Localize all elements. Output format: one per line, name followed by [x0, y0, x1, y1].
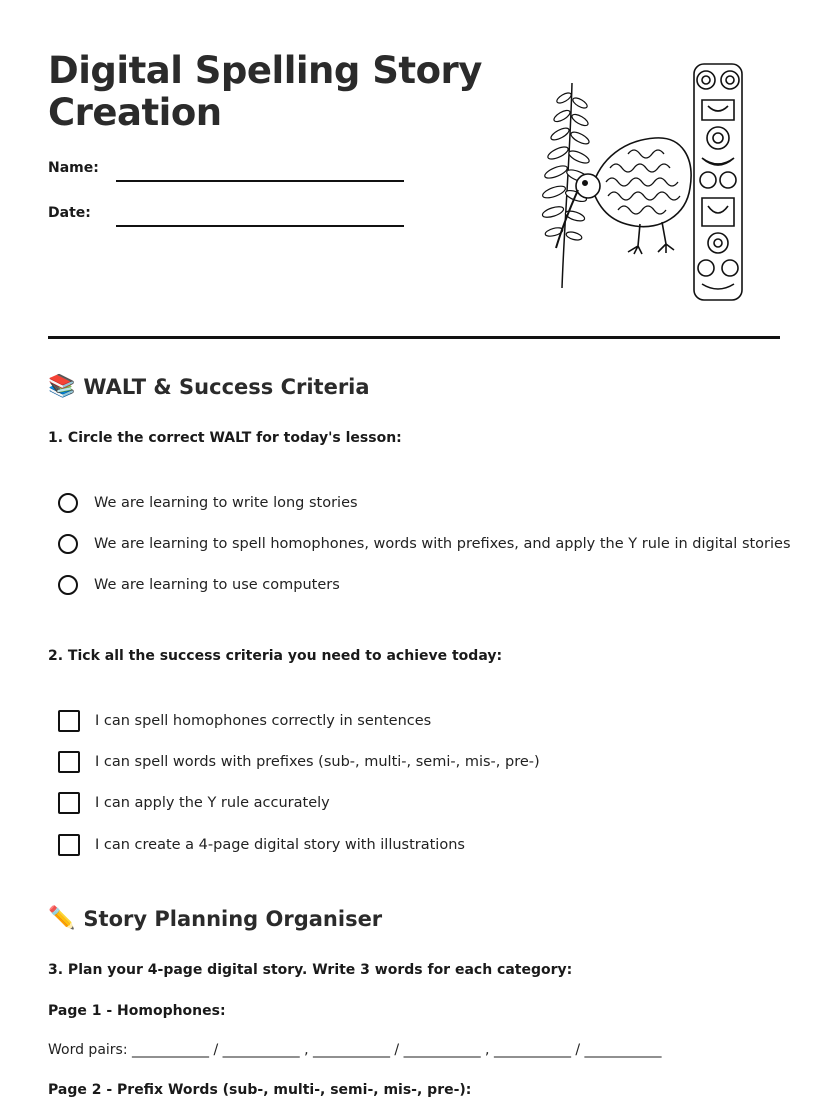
walt-option-2[interactable] — [58, 534, 791, 554]
radio-circle[interactable] — [58, 575, 78, 595]
criteria-label: I can create a 4-page digital story with illustrations — [95, 837, 465, 853]
radio-circle[interactable] — [58, 493, 78, 513]
planning-section-title-text: Story Planning Organiser — [83, 907, 383, 931]
question-2: 2. Tick all the success criteria you need to achieve today: — [48, 648, 503, 664]
criteria-label: I can apply the Y rule accurately — [95, 795, 330, 811]
question-3: 3. Plan your 4-page digital story. Write 3 words for each category: — [48, 962, 573, 978]
page2-label: Page 2 - Prefix Words (sub-, multi-, semi-, mis-, pre-): — [48, 1082, 472, 1098]
planning-section-title — [48, 907, 382, 931]
walt-option-3[interactable] — [58, 575, 340, 595]
date-field[interactable] — [116, 225, 404, 227]
walt-option-label: We are learning to write long stories — [94, 495, 358, 511]
criteria-item-1[interactable] — [58, 710, 431, 732]
checkbox[interactable] — [58, 792, 80, 814]
date-label: Date: — [48, 205, 91, 221]
criteria-label: I can spell words with prefixes (sub-, multi-, semi-, mis-, pre-) — [95, 754, 540, 770]
criteria-label: I can spell homophones correctly in sentences — [95, 713, 432, 729]
walt-option-label: We are learning to spell homophones, words with prefixes, and apply the Y rule in digital stories — [94, 536, 791, 552]
page-title: Digital Spelling Story Creation — [48, 49, 482, 134]
word-pairs-line[interactable]: Word pairs: ___________ / ___________ , ___________ / ___________ , ___________ / ___________ — [48, 1042, 662, 1058]
walt-section-title — [48, 375, 370, 399]
pencil-icon: ✏️ — [48, 906, 76, 931]
checkbox[interactable] — [58, 710, 80, 732]
page1-label: Page 1 - Homophones: — [48, 1003, 226, 1019]
criteria-item-2[interactable] — [58, 751, 540, 773]
radio-circle[interactable] — [58, 534, 78, 554]
walt-option-label: We are learning to use computers — [94, 577, 340, 593]
walt-option-1[interactable] — [58, 493, 358, 513]
criteria-item-4[interactable] — [58, 834, 465, 856]
checkbox[interactable] — [58, 834, 80, 856]
criteria-item-3[interactable] — [58, 792, 330, 814]
walt-section-title-text: WALT & Success Criteria — [83, 375, 370, 399]
name-label: Name: — [48, 160, 99, 176]
checkbox[interactable] — [58, 751, 80, 773]
books-icon: 📚 — [48, 374, 76, 399]
question-1: 1. Circle the correct WALT for today's lesson: — [48, 430, 402, 446]
name-field[interactable] — [116, 180, 404, 182]
section-divider — [48, 336, 780, 339]
kiwi-illustration — [530, 58, 750, 308]
